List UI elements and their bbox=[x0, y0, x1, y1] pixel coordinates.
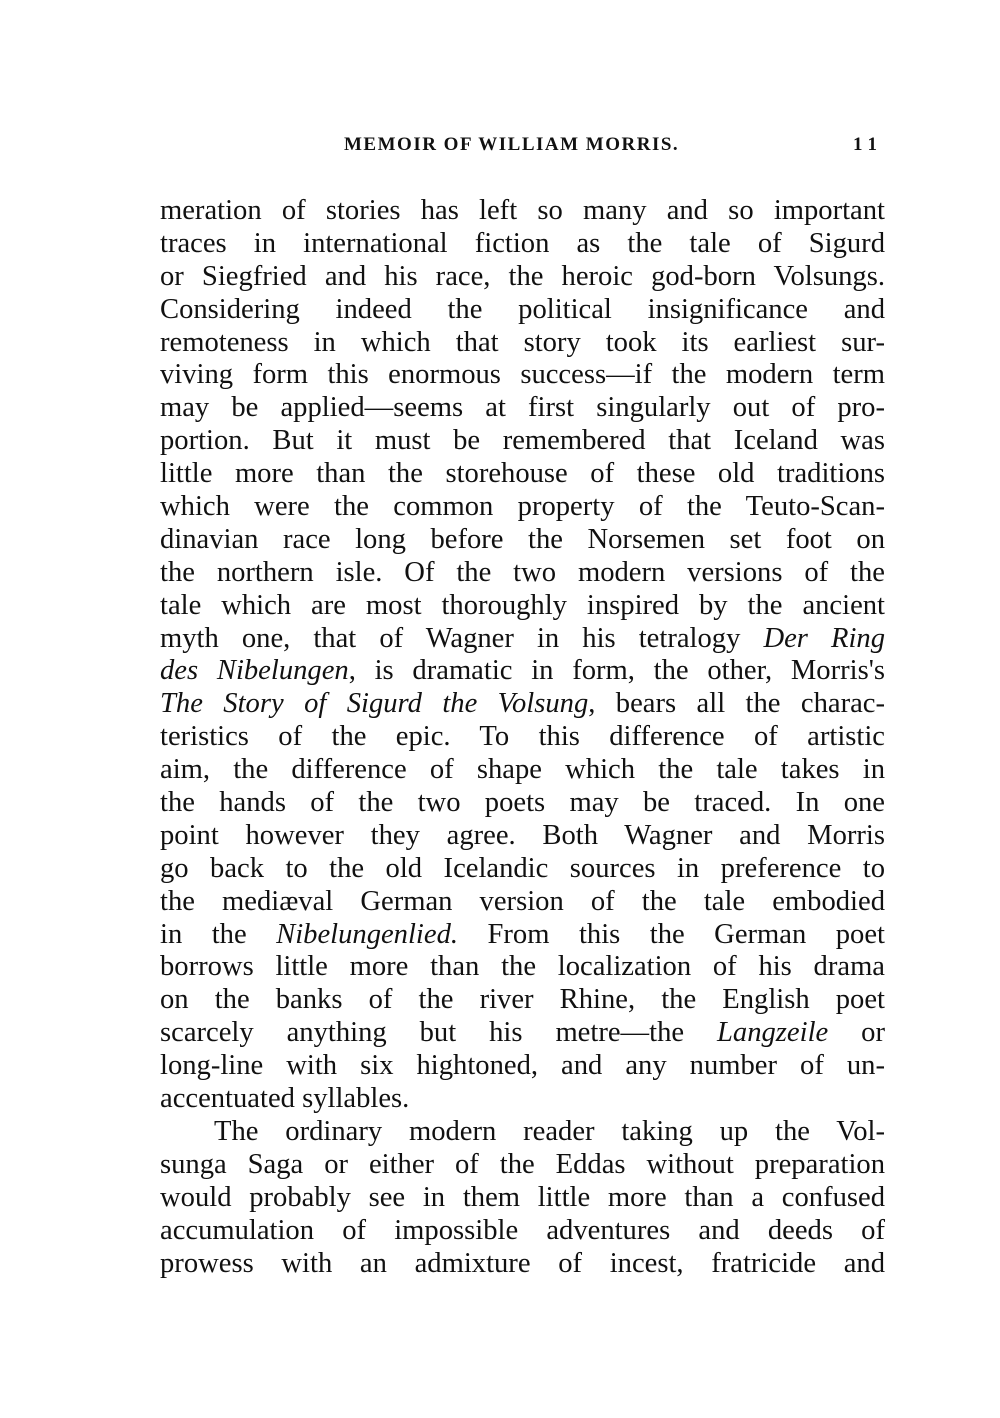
text-line: accumulation of impossible adventures and deeds of bbox=[160, 1214, 885, 1246]
text-line: which were the common property of the Teuto-Scan- bbox=[160, 491, 885, 523]
text-line: prowess with an admixture of incest, fratricide and bbox=[160, 1247, 885, 1279]
text-run: in the bbox=[160, 918, 277, 950]
text-line bbox=[160, 919, 885, 952]
text-line bbox=[160, 655, 885, 688]
text-line: The ordinary modern reader taking up the Vol- bbox=[214, 1115, 885, 1147]
body-text bbox=[160, 195, 885, 1280]
text-line: borrows little more than the localization of his drama bbox=[160, 951, 885, 983]
text-line: dinavian race long before the Norsemen set foot on bbox=[160, 523, 885, 555]
text-line: the hands of the two poets may be traced. In one bbox=[160, 787, 885, 819]
text-line: Considering indeed the political insignificance and bbox=[160, 293, 885, 325]
running-head bbox=[160, 134, 885, 162]
text-line: portion. But it must be remembered that Iceland was bbox=[160, 425, 885, 457]
text-line: accentuated syllables. bbox=[160, 1083, 410, 1115]
text-run: From this the German poet bbox=[458, 918, 885, 950]
work-title-des-nibelungen: des Nibelungen bbox=[160, 655, 349, 687]
text-line: on the banks of the river Rhine, the English poet bbox=[160, 984, 885, 1016]
work-title-nibelungenlied: Nibelungenlied. bbox=[276, 918, 459, 950]
text-line: viving form this enormous success—if the modern term bbox=[160, 359, 885, 391]
work-title-der-ring: Der Ring bbox=[763, 622, 886, 654]
text-line: go back to the old Icelandic sources in preference to bbox=[160, 852, 885, 884]
text-line: long-line with six hightoned, and any number of un- bbox=[160, 1050, 885, 1082]
text-line: meration of stories has left so many and so important bbox=[160, 195, 885, 226]
text-line: traces in international fiction as the tale of Sigurd bbox=[160, 227, 885, 259]
text-line bbox=[160, 1017, 885, 1050]
page-number: 11 bbox=[853, 134, 883, 155]
text-line: or Siegfried and his race, the heroic god-born Volsungs. bbox=[160, 260, 885, 292]
text-line: point however they agree. Both Wagner and Morris bbox=[160, 819, 885, 851]
text-run: scarcely anything but his metre—the bbox=[160, 1017, 718, 1049]
work-title-sigurd: The Story of Sigurd the Volsung bbox=[160, 688, 589, 720]
text-line: aim, the difference of shape which the tale takes in bbox=[160, 754, 885, 786]
text-line: would probably see in them little more than a confused bbox=[160, 1181, 885, 1213]
text-run: myth one, that of Wagner in his tetralogy bbox=[160, 622, 764, 654]
text-line: tale which are most thoroughly inspired by the ancient bbox=[160, 589, 885, 621]
text-line: the mediæval German version of the tale embodied bbox=[160, 885, 885, 917]
text-run: , bears all the charac- bbox=[588, 688, 885, 720]
running-title: MEMOIR OF WILLIAM MORRIS. bbox=[344, 134, 680, 155]
text-line: the northern isle. Of the two modern versions of the bbox=[160, 556, 885, 588]
text-line: remoteness in which that story took its earliest sur- bbox=[160, 326, 885, 358]
text-line: may be applied—seems at first singularly out of pro- bbox=[160, 392, 885, 424]
text-line bbox=[160, 623, 885, 656]
text-run: , is dramatic in form, the other, Morris's bbox=[348, 655, 885, 687]
text-line: sunga Saga or either of the Eddas without preparation bbox=[160, 1148, 885, 1180]
text-line: teristics of the epic. To this difference of artistic bbox=[160, 721, 885, 753]
term-langzeile: Langzeile bbox=[717, 1017, 829, 1049]
text-line: little more than the storehouse of these old traditions bbox=[160, 458, 885, 490]
text-run: or bbox=[828, 1017, 885, 1049]
text-line bbox=[160, 688, 885, 721]
